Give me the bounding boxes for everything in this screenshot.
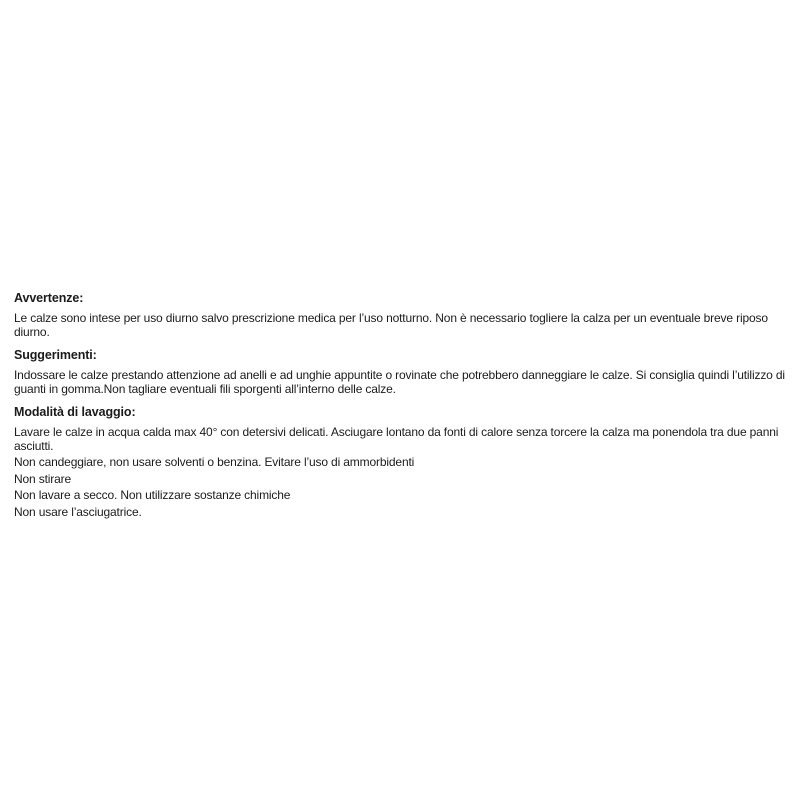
lavaggio-paragraph-no-bleach: Non candeggiare, non usare solventi o benzina. Evitare l’uso di ammorbidenti xyxy=(14,455,415,469)
avvertenze-paragraph: Le calze sono intese per uso diurno salvo prescrizione medica per l’uso notturno. Non è necessario togliere la calza per un eventuale breve riposo diurno. xyxy=(14,311,768,339)
section-suggerimenti xyxy=(14,348,786,396)
lavaggio-paragraph-no-tumble-dry: Non usare l’asciugatrice. xyxy=(14,504,142,519)
lavaggio-paragraph-no-dryclean: Non lavare a secco. Non utilizzare sostanze chimiche xyxy=(14,488,291,502)
lavaggio-paragraph-no-iron: Non stirare xyxy=(14,471,72,486)
suggerimenti-paragraph: Indossare le calze prestando attenzione ad anelli e ad unghie appuntite o rovinate che potrebbero danneggiare le calze. Si consiglia quindi l’utilizzo di guanti in gomma.Non tagliare eventuali fili sporgenti all’interno delle calze. xyxy=(14,368,785,396)
avvertenze-heading: Avvertenze: xyxy=(14,291,84,305)
section-modalita-di-lavaggio xyxy=(14,405,786,519)
section-avvertenze xyxy=(14,291,786,339)
lavaggio-paragraph-washing: Lavare le calze in acqua calda max 40° con detersivi delicati. Asciugare lontano da fonti di calore senza torcere la calza ma ponendola tra due panni asciutti. xyxy=(14,425,779,453)
care-instructions-document xyxy=(14,291,786,522)
suggerimenti-heading: Suggerimenti: xyxy=(14,348,97,362)
modalita-di-lavaggio-heading: Modalità di lavaggio: xyxy=(14,405,136,419)
